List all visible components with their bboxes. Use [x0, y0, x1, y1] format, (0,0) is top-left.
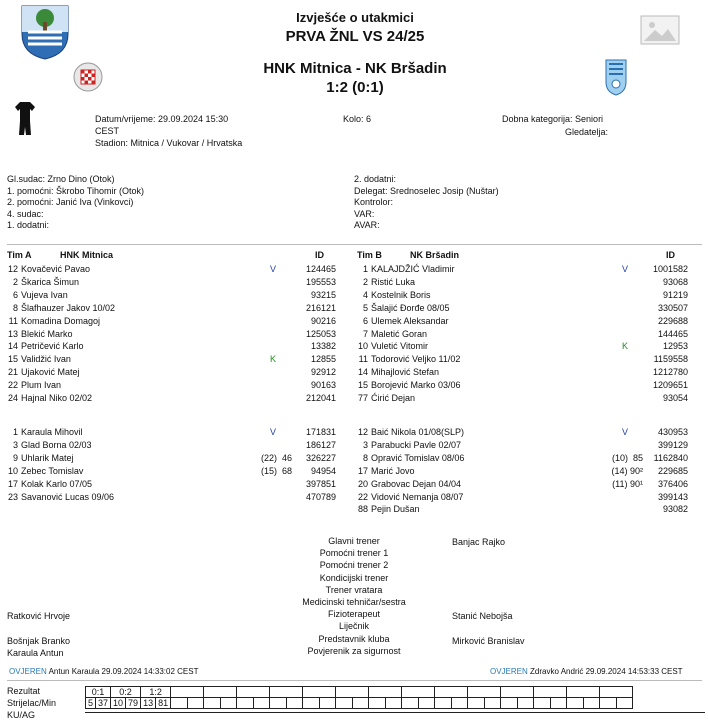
player-name: Ulemek Aleksandar: [371, 315, 449, 326]
official-line: 2. dodatni:: [354, 174, 397, 184]
substitute-row: [350, 491, 688, 504]
official-line: Gl.sudac: Zrno Dino (Otok): [7, 174, 115, 184]
player-name: Uhlarik Matej: [21, 452, 74, 463]
team-a-id-header: ID: [315, 250, 324, 260]
player-name: Hajnal Niko 02/02: [21, 393, 93, 403]
jersey-number: 6: [362, 315, 368, 326]
jersey-number: 88: [357, 504, 368, 515]
substitution-event: (22) 46: [260, 452, 292, 463]
player-name: Parabucki Pavle 02/07: [371, 439, 462, 450]
official-line: AVAR:: [354, 220, 380, 230]
jersey-number: 3: [362, 439, 368, 450]
player-name: Validžić Ivan: [21, 354, 71, 365]
official-line: 2. pomoćni: Janić Iva (Vinkovci): [7, 197, 134, 207]
player-row: [0, 379, 336, 392]
scorer-number: 13: [141, 698, 156, 709]
player-name: Ćirić Dejan: [371, 393, 416, 403]
substitute-row: [350, 426, 688, 439]
player-name: Karaula Mihovil: [21, 427, 83, 437]
player-name: Todorović Veljko 11/02: [371, 354, 461, 365]
stadium: Stadion: Mitnica / Vukovar / Hrvatska: [95, 138, 243, 148]
player-name: Maletić Goran: [371, 328, 428, 339]
match-datetime: Datum/vrijeme: 29.09.2024 15:30: [95, 114, 229, 124]
player-name: Pejin Dušan: [371, 504, 420, 515]
spectators: Gledatelja:: [565, 127, 609, 137]
substitute-row: [350, 478, 688, 491]
captain-mark: K: [270, 354, 277, 365]
player-row: [350, 276, 688, 289]
staff-role: Predstavnik kluba: [318, 633, 390, 644]
round: Kolo: 6: [343, 114, 372, 124]
player-name: Kostelnik Boris: [371, 289, 431, 300]
league-title: PRVA ŽNL VS 24/25: [285, 28, 425, 45]
player-row: [350, 328, 688, 341]
team-b-label: Tim B: [357, 250, 382, 260]
substitute-row: [350, 452, 688, 465]
goalkeeper-mark: V: [270, 264, 277, 274]
player-id: 12855: [310, 354, 336, 365]
divider: [7, 244, 702, 245]
substitute-row: [0, 491, 336, 504]
jersey-number: 21: [7, 367, 18, 378]
staff-role: Kondicijski trener: [319, 572, 389, 583]
result-table: [85, 686, 633, 709]
player-name: Škarica Šimun: [21, 276, 80, 287]
player-id: 94954: [310, 465, 336, 476]
staff-role: Liječnik: [338, 621, 369, 632]
player-name: Blekić Marko: [21, 328, 73, 339]
official-line: 4. sudac:: [7, 208, 44, 219]
player-row: [350, 289, 688, 302]
player-name: Ristić Luka: [371, 276, 416, 287]
score-cell: 0:1: [86, 687, 111, 698]
verified-left: [9, 667, 198, 676]
player-id: 326227: [305, 452, 336, 463]
player-row: [350, 353, 688, 366]
player-id: 1162840: [653, 452, 688, 463]
player-name: Vujeva Ivan: [21, 289, 68, 300]
jersey-number: 6: [12, 289, 18, 300]
team-b-physio: Stanić Nebojša: [452, 611, 513, 621]
timezone: CEST: [95, 126, 120, 136]
team-a-representative: Bošnjak Branko: [7, 636, 71, 646]
player-row: [0, 392, 336, 405]
jersey-number: 5: [362, 302, 368, 313]
player-name: Vidović Nemanja 08/07: [371, 491, 464, 502]
jersey-number: 8: [362, 452, 368, 463]
player-row: [350, 366, 688, 379]
captain-mark: K: [622, 341, 629, 352]
player-id: 216121: [305, 302, 336, 313]
player-id: 1212780: [652, 367, 688, 378]
team-a-physio: Ratković Hrvoje: [7, 611, 71, 621]
jersey-number: 14: [7, 341, 18, 352]
match-score: 1:2 (0:1): [326, 79, 384, 96]
player-row: [350, 315, 688, 328]
player-row: [0, 353, 336, 366]
player-id: 144465: [657, 328, 688, 339]
player-row: [0, 315, 336, 328]
player-name: Grabovac Dejan 04/04: [371, 478, 462, 489]
player-name: Ujaković Matej: [21, 367, 80, 378]
score-cell: 1:2: [141, 687, 171, 698]
jersey-number: 77: [357, 393, 368, 403]
verified-right-text: Zdravko Andrić 29.09.2024 14:53:33 CEST: [530, 667, 683, 676]
jersey-number: 7: [362, 328, 368, 339]
jersey-number: 2: [12, 276, 18, 287]
scorer-number: 10: [111, 698, 126, 709]
substitute-row: [0, 478, 336, 491]
jersey-number: 22: [7, 380, 18, 391]
scorer-minute: 81: [156, 698, 171, 709]
player-row: [350, 302, 688, 315]
official-line: Kontrolor:: [354, 197, 394, 207]
substitution-event: (10) 85: [611, 452, 643, 463]
jersey-number: 4: [362, 289, 368, 300]
official-line: VAR:: [354, 208, 375, 219]
player-row: [0, 263, 336, 276]
team-b-name: NK Bršadin: [410, 250, 460, 260]
jersey-number: 15: [357, 380, 368, 391]
jersey-number: 11: [358, 354, 368, 365]
jersey-number: 1: [12, 427, 18, 437]
player-id: 93054: [662, 393, 688, 403]
player-name: Kovačević Pavao: [21, 264, 91, 274]
official-line: 1. dodatni:: [7, 220, 50, 230]
player-id: 229688: [657, 315, 688, 326]
jersey-number: 22: [357, 491, 368, 502]
player-name: Marić Jovo: [371, 465, 415, 476]
substitute-row: [0, 452, 336, 465]
player-row: [350, 392, 688, 405]
official-line: Delegat: Srednoselec Josip (Nuštar): [354, 185, 499, 196]
cards-row-label: KU/AG: [7, 710, 36, 720]
player-id: 125053: [305, 328, 336, 339]
player-id: 1159558: [653, 354, 688, 365]
substitution-event: (11) 90¹: [612, 478, 643, 489]
result-row-label: Rezultat: [7, 686, 41, 696]
official-line: 1. pomoćni: Škrobo Tihomir (Otok): [7, 185, 145, 196]
goalkeeper-mark: V: [270, 427, 277, 437]
county-crest-icon: [20, 4, 70, 60]
team-b-id-header: ID: [666, 250, 675, 260]
verified-status: OVJEREN: [9, 667, 47, 676]
player-id: 229685: [657, 465, 688, 476]
substitute-row: [350, 439, 688, 452]
image-placeholder-icon: [640, 15, 680, 45]
substitute-row: [350, 503, 688, 516]
player-id: 186127: [305, 439, 336, 450]
player-id: 171831: [305, 427, 336, 437]
player-name: Savanović Lucas 09/06: [21, 491, 115, 502]
jersey-number: 12: [7, 264, 18, 274]
staff-role: Trener vratara: [325, 584, 383, 595]
player-id: 90216: [310, 315, 336, 326]
jersey-number: 17: [7, 478, 18, 489]
goalkeeper-mark: V: [622, 264, 629, 274]
verified-right: [490, 667, 683, 676]
player-id: 1209651: [652, 380, 688, 391]
goalkeeper-mark: V: [622, 427, 629, 437]
player-name: Borojević Marko 03/06: [371, 380, 461, 391]
staff-role: Pomoćni trener 1: [319, 548, 389, 559]
staff-role: Medicinski tehničar/sestra: [302, 597, 406, 607]
scorer-minute: 37: [96, 698, 111, 709]
staff-role: Glavni trener: [328, 536, 380, 546]
player-name: Plum Ivan: [21, 380, 62, 391]
jersey-number: 15: [7, 354, 18, 365]
jersey-number: 10: [7, 465, 18, 476]
jersey-number: 12: [357, 427, 368, 437]
jersey-number: 11: [8, 315, 18, 326]
match-title: HNK Mitnica - NK Bršadin: [263, 60, 447, 77]
team-a-security-officer: Karaula Antun: [7, 648, 64, 658]
team-a-label: Tim A: [7, 250, 32, 260]
player-name: Zebec Tomislav: [21, 465, 84, 476]
verified-left-text: Antun Karaula 29.09.2024 14:33:02 CEST: [48, 667, 199, 676]
jersey-number: 2: [362, 276, 368, 287]
player-id: 430953: [657, 427, 688, 437]
player-id: 92912: [310, 367, 336, 378]
player-name: Komadina Domagoj: [21, 315, 101, 326]
substitute-row: [0, 426, 336, 439]
player-id: 124465: [305, 264, 336, 274]
player-id: 330507: [657, 302, 688, 313]
jersey-number: 14: [357, 367, 368, 378]
player-id: 90163: [310, 380, 336, 391]
team-b-representative: Mirković Branislav: [452, 636, 525, 646]
jersey-number: 24: [7, 393, 18, 403]
player-id: 470789: [305, 491, 336, 502]
divider: [7, 680, 702, 681]
player-id: 212041: [305, 393, 336, 403]
player-row: [0, 276, 336, 289]
player-id: 399129: [657, 439, 688, 450]
player-row: [350, 379, 688, 392]
player-row: [350, 340, 688, 353]
player-id: 93082: [662, 504, 688, 515]
substitute-row: [0, 439, 336, 452]
nk-brsadin-logo-icon: [604, 58, 628, 96]
substitute-row: [350, 465, 688, 478]
jersey-number: 17: [357, 465, 368, 476]
player-name: Glad Borna 02/03: [21, 439, 92, 450]
player-name: Šlafhauzer Jakov 10/02: [21, 302, 116, 313]
jersey-number: 8: [12, 302, 18, 313]
player-id: 195553: [305, 276, 336, 287]
substitute-row: [0, 465, 336, 478]
divider: [85, 712, 705, 713]
staff-role: Pomoćni trener 2: [319, 560, 389, 571]
player-name: Mihajlović Stefan: [371, 367, 440, 378]
jersey-number: 9: [12, 452, 18, 463]
player-id: 91219: [662, 289, 688, 300]
scorer-number: 5: [86, 698, 96, 709]
staff-role: Povjerenik za sigurnost: [307, 645, 401, 656]
player-name: Vuletić Vitomir: [371, 341, 429, 352]
report-title: Izvješće o utakmici: [296, 10, 414, 25]
jersey-number: 3: [12, 439, 18, 450]
player-row: [0, 328, 336, 341]
player-id: 399143: [657, 491, 688, 502]
age-category: Dobna kategorija: Seniori: [502, 114, 604, 124]
player-name: Petričević Karlo: [21, 341, 84, 352]
player-row: [0, 366, 336, 379]
player-row: [0, 289, 336, 302]
staff-role: Fizioterapeut: [327, 609, 381, 620]
jersey-number: 23: [7, 491, 18, 502]
player-row: [0, 340, 336, 353]
jersey-number: 13: [7, 328, 18, 339]
scorer-row-label: Strijelac/Min: [7, 698, 57, 708]
substitution-event: (15) 68: [260, 465, 292, 476]
team-a-name: HNK Mitnica: [60, 250, 114, 260]
scorer-minute: 79: [126, 698, 141, 709]
jersey-number: 20: [357, 478, 368, 489]
team-b-head-coach: Banjac Rajko: [452, 537, 506, 547]
player-id: 397851: [305, 478, 336, 489]
player-name: Kolak Karlo 07/05: [21, 478, 93, 489]
croatia-federation-logo-icon: [73, 62, 103, 92]
player-name: KALAJDŽIĆ Vladimir: [371, 264, 455, 274]
score-cell: 0:2: [111, 687, 141, 698]
player-id: 12953: [662, 341, 688, 352]
player-id: 376406: [657, 478, 688, 489]
player-id: 93068: [662, 276, 688, 287]
player-id: 93215: [310, 289, 336, 300]
jersey-number: 10: [357, 341, 368, 352]
player-row: [0, 302, 336, 315]
player-row: [350, 263, 688, 276]
jersey-number: 1: [362, 264, 368, 274]
player-name: Baić Nikola 01/08(SLP): [371, 427, 465, 437]
player-name: Šalajić Đorđe 08/05: [371, 302, 450, 313]
player-name: Opravić Tomislav 08/06: [371, 452, 465, 463]
jersey-icon: [14, 101, 36, 137]
verified-status: OVJEREN: [490, 667, 528, 676]
substitution-event: (14) 90²: [611, 465, 643, 476]
player-id: 13382: [310, 341, 336, 352]
player-id: 1001582: [652, 264, 688, 274]
